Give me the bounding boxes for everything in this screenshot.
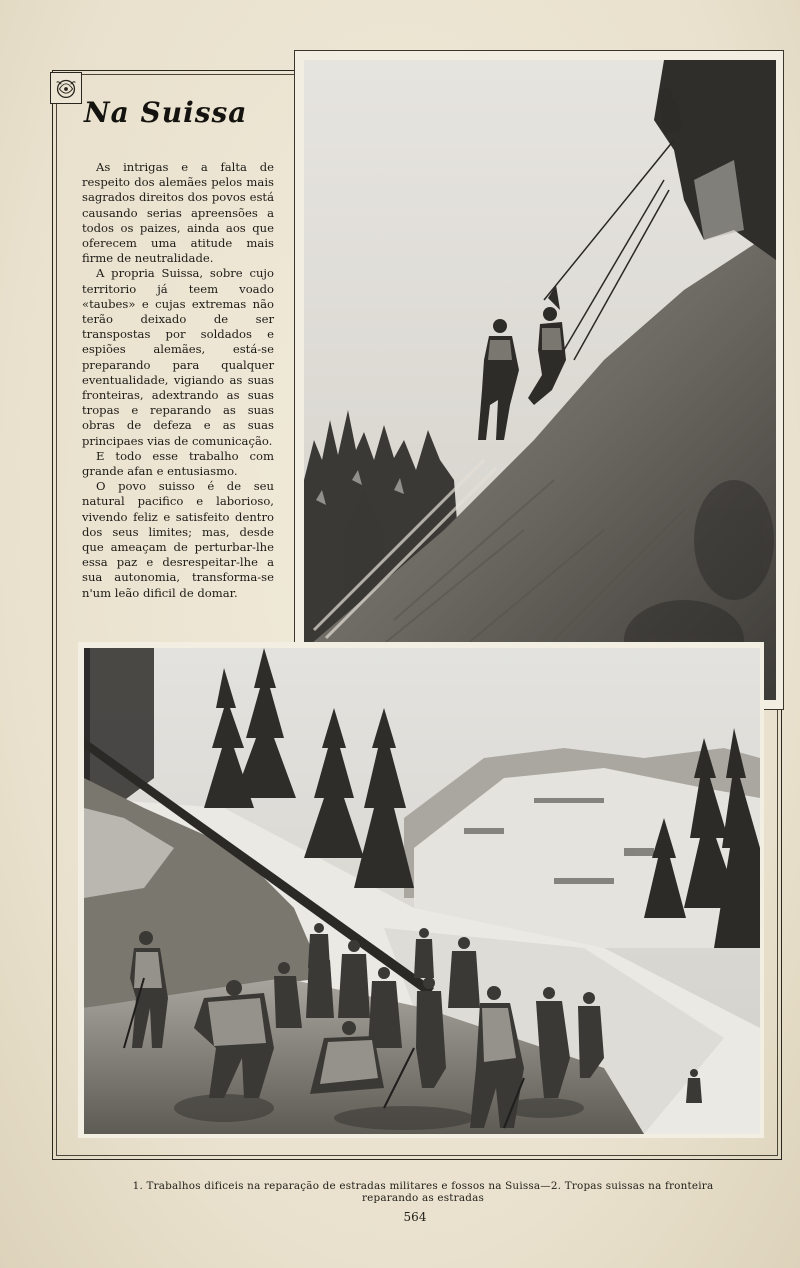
photo-cliff-climbers: [304, 60, 776, 700]
photo-troops-road-repair: [84, 648, 760, 1134]
article-paragraph: As intrigas e a falta de respeito dos alemães pelos mais sagrados direitos dos povos está causando serias apreensões a todos os paizes, ainda aos que oferecem uma atitude mais firme de neutralidade.: [82, 160, 274, 266]
page-number: 564: [403, 1210, 427, 1224]
photo-caption: [60, 1180, 786, 1204]
article-paragraph: E todo esse trabalho com grande afan e entusiasmo.: [82, 448, 274, 479]
caption-line-1: 1. Trabalhos dificeis na reparação de estradas militares e fossos na Suissa—2. Tropas suissas na fronteira: [132, 1180, 714, 1192]
article-paragraph: A propria Suissa, sobre cujo territorio já teem voado «taubes» e cujas extremas não terão deixado de ser transpostas por soldados e espiões alemães, está-se preparando para qualquer eventualidade, vigiando as suas fronteiras, adextrando as suas tropas e reparando as suas obras de defeza e as suas principaes vias de comunicação.: [82, 266, 274, 448]
article-body: [82, 160, 274, 601]
corner-ornament-icon: [50, 72, 82, 104]
caption-line-2: reparando as estradas: [361, 1192, 485, 1204]
article-paragraph: O povo suisso é de seu natural pacifico e laborioso, vivendo feliz e satisfeito dentro dos seus limites; mas, desde que ameaçam de perturbar-lhe essa paz e desrespeitar-lhe a sua autonomia, transforma-se n'um leão dificil de domar.: [82, 479, 274, 600]
article-title: Na Suissa: [84, 96, 248, 129]
